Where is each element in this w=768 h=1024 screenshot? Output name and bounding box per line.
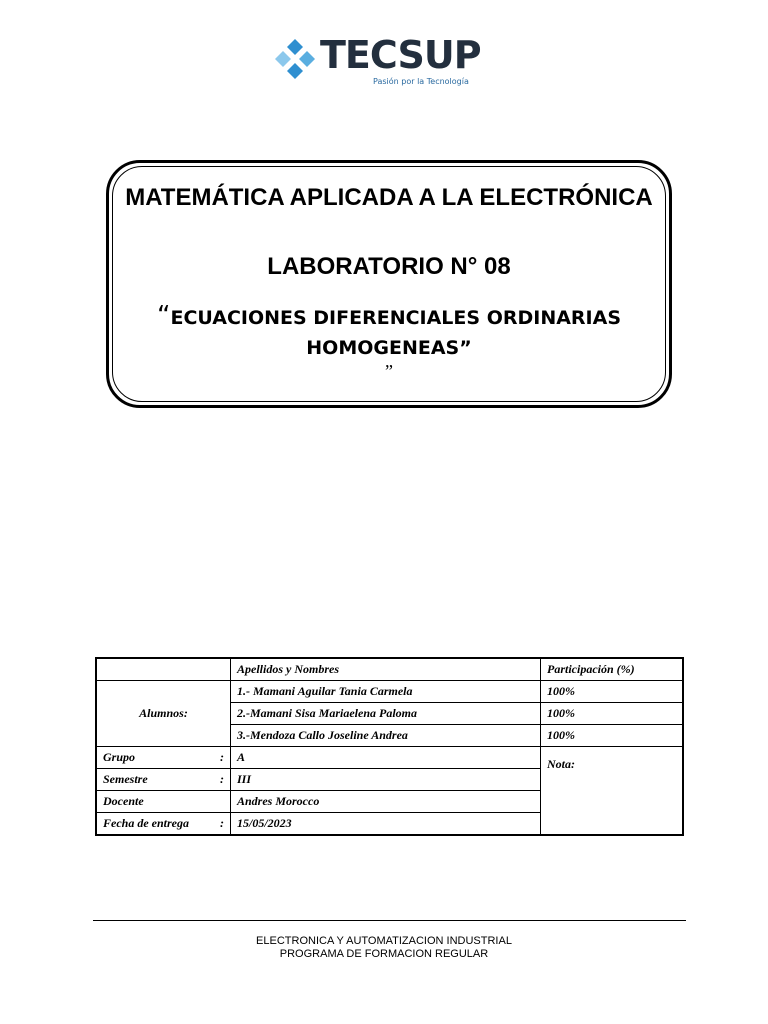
- field-colon: :: [220, 750, 224, 764]
- footer: [0, 935, 768, 961]
- field-label-cell: [96, 747, 231, 769]
- topic-text: ECUACIONES DIFERENCIALES ORDINARIAS HOMOGENEAS: [170, 307, 622, 359]
- field-colon: :: [220, 816, 224, 830]
- field-label: Fecha de entrega: [103, 816, 189, 830]
- field-label-cell: [96, 791, 231, 813]
- tecsup-logo: [270, 33, 481, 89]
- logo-tagline: Pasión por la Tecnología: [373, 77, 469, 86]
- footer-program: PROGRAMA DE FORMACION REGULAR: [279, 948, 489, 960]
- field-value: A: [231, 747, 541, 769]
- students-label: Alumnos:: [96, 681, 231, 747]
- field-colon: :: [220, 772, 224, 786]
- table-row: [96, 681, 683, 703]
- student-participation: 100%: [541, 725, 684, 747]
- course-title: MATEMÁTICA APLICADA A LA ELECTRÓNICA: [125, 184, 653, 211]
- footer-department: ELECTRONICA Y AUTOMATIZACION INDUSTRIAL: [256, 935, 512, 947]
- field-value: 15/05/2023: [231, 813, 541, 836]
- field-value: III: [231, 769, 541, 791]
- table-row: [96, 747, 683, 769]
- student-participation: 100%: [541, 703, 684, 725]
- header-blank-cell: [96, 658, 231, 681]
- close-quote: ”: [459, 337, 472, 359]
- grade-cell: [541, 747, 684, 836]
- field-value: Andres Morocco: [231, 791, 541, 813]
- header-participation: Participación (%): [541, 658, 684, 681]
- student-name: 3.-Mendoza Callo Joseline Andrea: [231, 725, 541, 747]
- student-name: 1.- Mamani Aguilar Tania Carmela: [231, 681, 541, 703]
- stray-quote: ”: [385, 361, 393, 381]
- field-label: Docente: [103, 794, 144, 808]
- field-label-cell: [96, 769, 231, 791]
- logo-wordmark: TECSUP: [320, 33, 481, 77]
- field-label: Grupo: [103, 750, 136, 764]
- lab-number: LABORATORIO N° 08: [267, 253, 511, 280]
- student-name: 2.-Mamani Sisa Mariaelena Paloma: [231, 703, 541, 725]
- student-info-table: [95, 657, 684, 836]
- tecsup-emblem-icon: [272, 36, 318, 82]
- open-quote: “: [156, 301, 171, 331]
- student-participation: 100%: [541, 681, 684, 703]
- lab-topic: [109, 301, 669, 363]
- table-header-row: [96, 658, 683, 681]
- field-label: Semestre: [103, 772, 148, 786]
- grade-label: Nota:: [547, 757, 575, 771]
- footer-divider: [93, 920, 686, 921]
- field-label-cell: [96, 813, 231, 836]
- header-names: Apellidos y Nombres: [231, 658, 541, 681]
- title-box: [106, 160, 672, 408]
